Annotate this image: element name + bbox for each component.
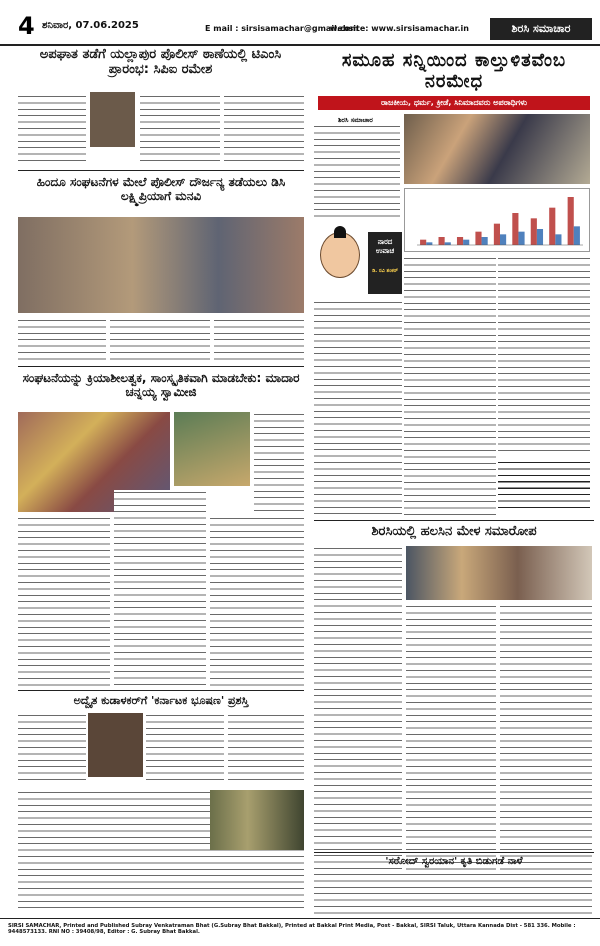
divider [18, 170, 304, 171]
page-number: 4 [18, 12, 35, 40]
byline: ಶಿರಸಿ ಸಮಾಚಾರ [338, 116, 373, 124]
email-address: E mail : sirsisamachar@gmail.com [205, 24, 359, 33]
article-text [140, 94, 220, 166]
stampede-chart [404, 188, 590, 252]
narada-box [368, 232, 402, 294]
chart-bar [574, 226, 580, 245]
chart-bar [518, 232, 524, 245]
article-text [18, 516, 110, 686]
issue-date: ಶನಿವಾರ, 07.06.2025 [42, 20, 139, 31]
article-text [18, 318, 106, 362]
chart-bar [494, 224, 500, 245]
awardee-photo [88, 713, 143, 777]
chart-bar [445, 242, 451, 245]
page-header [0, 0, 600, 46]
hindu-headline: ಹಿಂದೂ ಸಂಘಟನೆಗಳ ಮೇಲೆ ಪೊಲೀಸ್ ದೌರ್ಜನ್ಯ ತಡೆಯಲು ಡಿಸಿ ಲಕ್ಷ್ಮಿಪ್ರಿಯಾಗೆ ಮನವಿ [36, 175, 286, 203]
article-text [18, 713, 86, 785]
narada-hair-icon [334, 226, 346, 238]
article-text [110, 318, 210, 362]
footer-imprint: SIRSI SAMACHAR, Printed and Published Subray Venkatraman Bhat (G.Subray Bhat Bakkal), Printed at Bakkal Print Media, Post - Bakkal, SIRSI Taluk, Uttara Kannada Dist - 581 336. Mobile : 9448573133. RNI NO : 39408/98, Editor : G. Subray Bhat Bakkal. [0, 918, 600, 946]
samooha-subheadline: ರಾಜಕೀಯ, ಧರ್ಮ, ಕ್ರೀಡೆ, ಸಿನಿಮಾದವರು ಅಪರಾಧಿಗಳು [318, 96, 590, 110]
sarod-headline: 'ಸರೋದ್ ಸ್ವರಯಾನ' ಕೃತಿ ಬಿಡುಗಡೆ ನಾಳೆ [385, 856, 523, 867]
website-address: website: www.sirsisamachar.in [330, 24, 469, 33]
chart-bar [555, 234, 561, 245]
divider [314, 852, 594, 853]
chart-bar [500, 234, 506, 245]
halasina-headline: ಶಿರಸಿಯಲ್ಲಿ ಹಲಸಿನ ಮೇಳ ಸಮಾರೋಪ [371, 524, 537, 539]
memorandum-photo [18, 217, 304, 313]
article-text [228, 713, 304, 785]
event-photo [174, 412, 250, 486]
masthead: ಶಿರಸಿ ಸಮಾಚಾರ [490, 18, 592, 40]
article-text [314, 124, 400, 222]
chart-bar [439, 237, 445, 245]
article-text [314, 872, 592, 914]
officer-photo [90, 92, 135, 147]
article-text [146, 713, 224, 785]
samooha-headline: ಸಮೂಹ ಸನ್ನಿಯಿಂದ ಕಾಲ್ತುಳಿತವೆಂಬ ನರಮೇಧ [341, 50, 567, 92]
chart-bar [475, 232, 481, 245]
article-text [314, 546, 402, 896]
chart-bar [420, 240, 426, 245]
chart-bar [512, 213, 518, 245]
chart-bar [482, 237, 488, 245]
divider [18, 690, 304, 691]
sanghatane-headline: ಸಂಘಟನೆಯನ್ನು ಕ್ರಿಯಾಶೀಲತ್ವಕ, ಸಾಂಸ್ಕೃತಿಕವಾಗಿ ಮಾಡಬೇಕು: ಮಾದಾರ ಚನ್ನಯ್ಯ ಸ್ವಾಮೀಜಿ [22, 371, 300, 399]
narada-face-icon [320, 232, 360, 278]
article-text [404, 256, 496, 516]
chart-bar [537, 229, 543, 245]
narada-cartoon [314, 226, 366, 306]
article-text [314, 300, 402, 515]
article-highlight-text [498, 460, 590, 510]
police-parade-photo [210, 790, 304, 850]
article-text [498, 256, 590, 456]
chart-bar [463, 240, 469, 245]
chart-bar [568, 197, 574, 245]
article-text [224, 94, 304, 166]
jackfruit-fair-photo [406, 546, 592, 600]
chart-bar [426, 242, 432, 245]
article-text [114, 490, 206, 686]
police-headline: ಅಪಘಾತ ತಡೆಗೆ ಯಲ್ಲಾಪುರ ಪೊಲೀಸ್ ಠಾಣೆಯಲ್ಲಿ ಟಿಎಂಸಿ ಪ್ರಾರಂಭ: ಸಿಪಿಐ ರಮೇಶ [39, 47, 282, 77]
divider [18, 366, 304, 367]
chart-plot [405, 189, 589, 251]
narada-author: ಡಿ. ರವಿ ಶಂಕರ್ [372, 268, 398, 274]
chart-bar [531, 218, 537, 245]
chart-bar [549, 208, 555, 245]
article-text [214, 318, 304, 362]
chart-bar [457, 237, 463, 245]
narada-label: ನಾರದ ಉವಾಚ [375, 238, 395, 255]
article-text [254, 412, 304, 512]
divider [314, 520, 594, 521]
advaita-headline: ಅದ್ವೈತ ಕುಡಾಳಕರ್‌ಗೆ 'ಕರ್ನಾಟಕ ಭೂಷಣ' ಪ್ರಶಸ್ತಿ [73, 694, 249, 707]
article-text [18, 94, 86, 166]
article-text [210, 516, 304, 686]
stampede-crowd-photo [404, 114, 590, 184]
